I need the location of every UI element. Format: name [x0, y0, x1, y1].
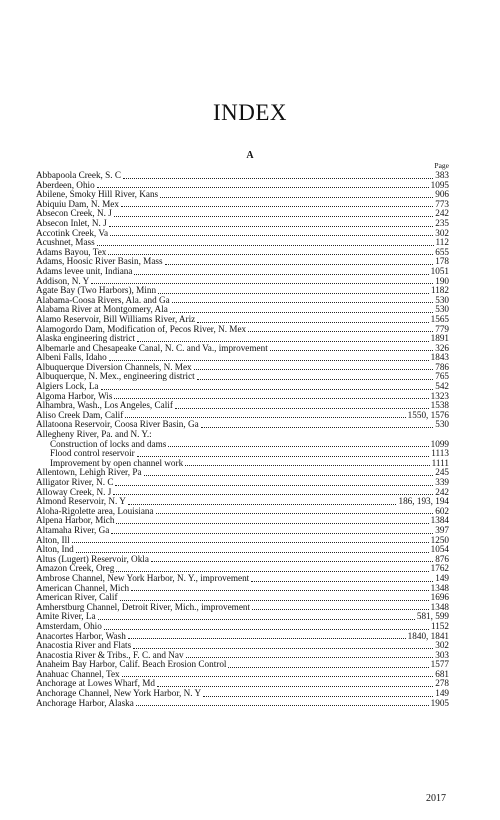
- index-entry-name: Albuquerque, N. Mex., engineering district: [36, 372, 195, 382]
- index-entry: [36, 392, 449, 402]
- index-entry: [36, 219, 449, 229]
- dot-leader: [172, 301, 434, 303]
- index-entry-name: Albemarle and Chesapeake Canal, N. C. and Va., improvement: [36, 343, 268, 353]
- index-entry: [36, 603, 449, 613]
- index-entry-page: 1323: [430, 391, 449, 401]
- index-entry-name: Amsterdam, Ohio: [36, 621, 102, 631]
- index-entry-page: 178: [435, 257, 449, 267]
- dot-leader: [111, 532, 433, 534]
- dot-leader: [185, 464, 429, 466]
- index-entry-page: 581, 599: [416, 612, 449, 622]
- index-entry-name: Amite River, La: [36, 612, 96, 622]
- index-entry-name: Allentown, Lehigh River, Pa: [36, 468, 142, 478]
- index-entry: [36, 257, 449, 267]
- dot-leader: [158, 292, 429, 294]
- index-entry-name: Alaska engineering district: [36, 334, 135, 344]
- dot-leader: [125, 416, 405, 418]
- dot-leader: [157, 685, 433, 687]
- index-entry: [36, 171, 449, 181]
- dot-leader: [170, 311, 433, 313]
- index-entry-name: Flood control reservoir: [50, 449, 135, 459]
- index-entry-page: 1051: [430, 266, 449, 276]
- index-entry: [36, 545, 449, 555]
- index-entry: [36, 286, 449, 296]
- index-entry: [36, 593, 449, 603]
- dot-leader: [121, 205, 433, 207]
- dot-leader: [151, 560, 433, 562]
- index-entry-page: 786: [435, 362, 449, 372]
- dot-leader: [197, 321, 428, 323]
- index-entry-page: 1348: [430, 602, 449, 612]
- dot-leader: [116, 570, 428, 572]
- dot-leader: [136, 704, 429, 706]
- index-entry: [36, 632, 449, 642]
- index-entry-name: Anaheim Bay Harbor, Calif. Beach Erosion Control: [36, 660, 227, 670]
- dot-leader: [186, 656, 434, 658]
- index-entry-page: 542: [435, 382, 449, 392]
- index-entry-name: Almond Reservoir, N. Y: [36, 497, 126, 507]
- index-entry-page: 1550, 1576: [407, 410, 449, 420]
- index-entry-name: Agate Bay (Two Harbors), Minn: [36, 286, 157, 296]
- index-entry: [36, 478, 449, 488]
- index-entry-page: 1182: [430, 286, 449, 296]
- dot-leader: [165, 263, 434, 265]
- index-entry-page: 302: [435, 228, 449, 238]
- index-entry-name: American Channel, Mich: [36, 583, 130, 593]
- index-entry-page: 779: [435, 324, 449, 334]
- index-entry-name: Ambrose Channel, New York Harbor, N. Y., improvement: [36, 573, 250, 583]
- index-entry-name: Alloway Creek, N. J: [36, 487, 112, 497]
- index-entry-page: 186, 193, 194: [398, 497, 449, 507]
- dot-leader: [131, 589, 429, 591]
- dot-leader: [203, 695, 433, 697]
- index-entry-page: 1762: [430, 564, 449, 574]
- index-entry-page: 1099: [430, 439, 449, 449]
- index-entry-name: Improvement by open channel work: [50, 458, 184, 468]
- index-entry-name: Alabama River at Montgomery, Ala: [36, 305, 168, 315]
- dot-leader: [97, 186, 429, 188]
- index-entry-name: Altamaha River, Ga: [36, 525, 110, 535]
- index-entry-name: Adams levee unit, Indiana: [36, 266, 133, 276]
- dot-leader: [154, 437, 447, 438]
- index-entry-page: 112: [435, 238, 449, 248]
- index-entry-name: Allatoona Reservoir, Coosa River Basin, Ga: [36, 420, 199, 430]
- index-entry-name: Algoma Harbor, Wis: [36, 391, 113, 401]
- index-entry: [36, 238, 449, 248]
- index-entry: [36, 229, 449, 239]
- index-entry-name: Alton, Ind: [36, 545, 74, 555]
- index-entry-name: Amherstburg Channel, Detroit River, Mich., improvement: [36, 602, 251, 612]
- index-entry-name: Allegheny River, Pa. and N. Y.:: [36, 430, 152, 440]
- dot-leader: [108, 253, 433, 255]
- index-entry: [36, 699, 449, 709]
- index-entry-name: Aberdeen, Ohio: [36, 180, 95, 190]
- index-entry: [36, 622, 449, 632]
- dot-leader: [168, 445, 428, 447]
- index-entry-name: Amazon Creek, Oreg: [36, 564, 115, 574]
- dot-leader: [128, 503, 397, 505]
- index-entry-name: Anahuac Channel, Tex: [36, 669, 120, 679]
- dot-leader: [120, 599, 429, 601]
- index-entry: [36, 277, 449, 287]
- index-entry: [36, 526, 449, 536]
- dot-leader: [137, 340, 429, 342]
- index-entry-page: 303: [435, 650, 449, 660]
- index-entry: [36, 440, 449, 450]
- index-entry: [36, 305, 449, 315]
- dot-leader: [97, 244, 434, 246]
- dot-leader: [110, 234, 433, 236]
- index-entry: [36, 516, 449, 526]
- index-entry-name: American River, Calif: [36, 593, 118, 603]
- dot-leader: [104, 628, 429, 630]
- dot-leader: [133, 647, 433, 649]
- index-entry-page: 1891: [430, 334, 449, 344]
- page-number: 2017: [426, 793, 446, 804]
- dot-leader: [194, 368, 434, 370]
- dot-leader: [252, 608, 429, 610]
- index-entry-page: 1152: [430, 621, 449, 631]
- index-entry-page: 397: [435, 525, 449, 535]
- index-entry-name: Adams, Hoosic River Basin, Mass: [36, 257, 163, 267]
- index-entry: [36, 612, 449, 622]
- index-entry-page: 235: [435, 218, 449, 228]
- index-entry-page: 655: [435, 247, 449, 257]
- index-entry-name: Aloha-Rigolette area, Louisiana: [36, 506, 154, 516]
- index-entry-name: Accotink Creek, Va: [36, 228, 109, 238]
- dot-leader: [101, 388, 434, 390]
- index-entry: [36, 296, 449, 306]
- index-entry-page: 1696: [430, 593, 449, 603]
- index-entries: [36, 171, 449, 708]
- index-entry: [36, 689, 449, 699]
- dot-leader: [160, 196, 433, 198]
- index-entry: [36, 411, 449, 421]
- index-entry-page: 326: [435, 343, 449, 353]
- dot-leader: [201, 426, 434, 428]
- dot-leader: [72, 541, 429, 543]
- index-entry-name: Algiers Lock, La: [36, 382, 99, 392]
- index-entry-name: Albuquerque Diversion Channels, N. Mex: [36, 362, 192, 372]
- index-entry-name: Addison, N. Y: [36, 276, 90, 286]
- index-entry: [36, 430, 449, 440]
- index-entry-page: 765: [435, 372, 449, 382]
- index-entry-page: 773: [435, 199, 449, 209]
- index-entry-page: 906: [435, 190, 449, 200]
- page-title: INDEX: [212, 100, 288, 125]
- index-entry: [36, 574, 449, 584]
- index-entry: [36, 641, 449, 651]
- index-entry: [36, 382, 449, 392]
- index-entry-name: Abbapoola Creek, S. C: [36, 171, 121, 180]
- index-entry-name: Abiquiu Dam, N. Mex: [36, 199, 119, 209]
- index-entry: [36, 209, 449, 219]
- dot-leader: [137, 455, 430, 457]
- index-entry-page: 242: [435, 487, 449, 497]
- index-entry-page: 1538: [430, 401, 449, 411]
- index-entry-name: Albeni Falls, Idaho: [36, 353, 107, 363]
- index-entry-page: 1095: [430, 180, 449, 190]
- dot-leader: [128, 637, 406, 639]
- index-entry-page: 339: [435, 478, 449, 487]
- index-entry: [36, 401, 449, 411]
- index-entry-name: Altus (Lugert) Reservoir, Okla: [36, 554, 149, 564]
- index-entry-page: 1054: [430, 545, 449, 555]
- index-entry: [36, 670, 449, 680]
- dot-leader: [122, 675, 434, 677]
- dot-leader: [228, 666, 428, 668]
- dot-leader: [116, 522, 428, 524]
- index-entry-page: 1113: [431, 449, 449, 459]
- index-entry: [36, 564, 449, 574]
- dot-leader: [109, 225, 434, 227]
- index-entry-page: 1840, 1841: [407, 631, 449, 641]
- index-entry: [36, 651, 449, 661]
- index-entry: [36, 334, 449, 344]
- index-entry-name: Anchorage at Lowes Wharf, Md: [36, 679, 155, 689]
- index-entry-name: Alamo Reservoir, Bill Williams River, Ariz: [36, 314, 196, 324]
- index-entry-page: 149: [435, 573, 449, 583]
- index-entry-page: 1348: [430, 583, 449, 593]
- index-entry-name: Anacostia River & Tribs., F. C. and Nav: [36, 650, 184, 660]
- index-entry-name: Alligator River, N. C: [36, 478, 114, 487]
- index-entry: [36, 344, 449, 354]
- index-entry-page: 278: [435, 679, 449, 689]
- index-entry-page: 1843: [430, 353, 449, 363]
- index-entry-page: 1250: [430, 535, 449, 545]
- index-entry-name: Alpena Harbor, Mich: [36, 516, 115, 526]
- dot-leader: [114, 397, 428, 399]
- index-entry-page: 383: [435, 171, 449, 180]
- index-entry-page: 245: [435, 468, 449, 478]
- dot-leader: [197, 378, 434, 380]
- index-entry-name: Absecon Creek, N. J: [36, 209, 112, 219]
- dot-leader: [270, 349, 433, 351]
- index-entry-name: Acushnet, Mass: [36, 238, 95, 248]
- index-entry-name: Alhambra, Wash., Los Angeles, Calif: [36, 401, 173, 411]
- index-entry: [36, 507, 449, 517]
- index-entry-page: 681: [435, 669, 449, 679]
- index-entry-name: Anchorage Channel, New York Harbor, N. Y: [36, 689, 202, 699]
- index-entry-page: 1577: [430, 660, 449, 670]
- index-entry-name: Alton, Ill: [36, 535, 70, 545]
- index-entry-page: 876: [435, 554, 449, 564]
- dot-leader: [144, 474, 434, 476]
- dot-leader: [113, 493, 433, 495]
- dot-leader: [175, 407, 429, 409]
- index-entry: [36, 248, 449, 258]
- section-letter: A: [246, 150, 254, 161]
- dot-leader: [115, 484, 433, 486]
- dot-leader: [76, 551, 429, 553]
- index-entry: [36, 555, 449, 565]
- index-entry-page: 242: [435, 209, 449, 219]
- dot-leader: [156, 512, 434, 514]
- index-entry: [36, 660, 449, 670]
- dot-leader: [134, 273, 428, 275]
- index-entry-name: Alabama-Coosa Rivers, Ala. and Ga: [36, 295, 170, 305]
- index-entry-name: Anacostia River and Flats: [36, 641, 132, 651]
- dot-leader: [123, 177, 433, 179]
- index-entry-name: Anacortes Harbor, Wash: [36, 631, 126, 641]
- index-entry-name: Abilene, Smoky Hill River, Kans: [36, 190, 159, 200]
- index-entry: [36, 679, 449, 689]
- index-entry-name: Aliso Creek Dam, Calif: [36, 410, 124, 420]
- dot-leader: [248, 330, 433, 332]
- index-entry: [36, 459, 449, 469]
- index-entry-name: Construction of locks and dams: [50, 439, 167, 449]
- index-entry-page: 1111: [431, 458, 449, 468]
- index-entry: [36, 181, 449, 191]
- index-entry: [36, 497, 449, 507]
- dot-leader: [114, 215, 433, 217]
- index-entry-page: 1905: [430, 698, 449, 708]
- index-entry: [36, 190, 449, 200]
- index-entry: [36, 267, 449, 277]
- index-entry-page: 530: [435, 420, 449, 430]
- index-entry: [36, 584, 449, 594]
- dot-leader: [98, 618, 415, 620]
- index-entry-page: 530: [435, 295, 449, 305]
- index-entry: [36, 420, 449, 430]
- index-entry: [36, 536, 449, 546]
- index-entry: [36, 315, 449, 325]
- index-entry: [36, 372, 449, 382]
- page-column-header: Page: [434, 161, 449, 170]
- index-entry-name: Anchorage Harbor, Alaska: [36, 698, 134, 708]
- index-entry: [36, 488, 449, 498]
- index-entry: [36, 325, 449, 335]
- index-entry-page: 302: [435, 641, 449, 651]
- index-entry-page: 1384: [430, 516, 449, 526]
- index-entry: [36, 200, 449, 210]
- index-entry-name: Alamogordo Dam, Modification of, Pecos River, N. Mex: [36, 324, 247, 334]
- index-entry-name: Adams Bayou, Tex: [36, 247, 107, 257]
- dot-leader: [251, 580, 433, 582]
- index-entry-page: 1565: [430, 314, 449, 324]
- dot-leader: [91, 282, 433, 284]
- index-entry: [36, 363, 449, 373]
- index-entry-page: 149: [435, 689, 449, 699]
- index-entry-page: 602: [435, 506, 449, 516]
- index-entry-name: Absecon Inlet, N. J: [36, 218, 107, 228]
- dot-leader: [109, 359, 429, 361]
- index-entry: [36, 468, 449, 478]
- index-entry: [36, 449, 449, 459]
- index-entry-page: 530: [435, 305, 449, 315]
- index-entry: [36, 353, 449, 363]
- index-entry-page: 190: [435, 276, 449, 286]
